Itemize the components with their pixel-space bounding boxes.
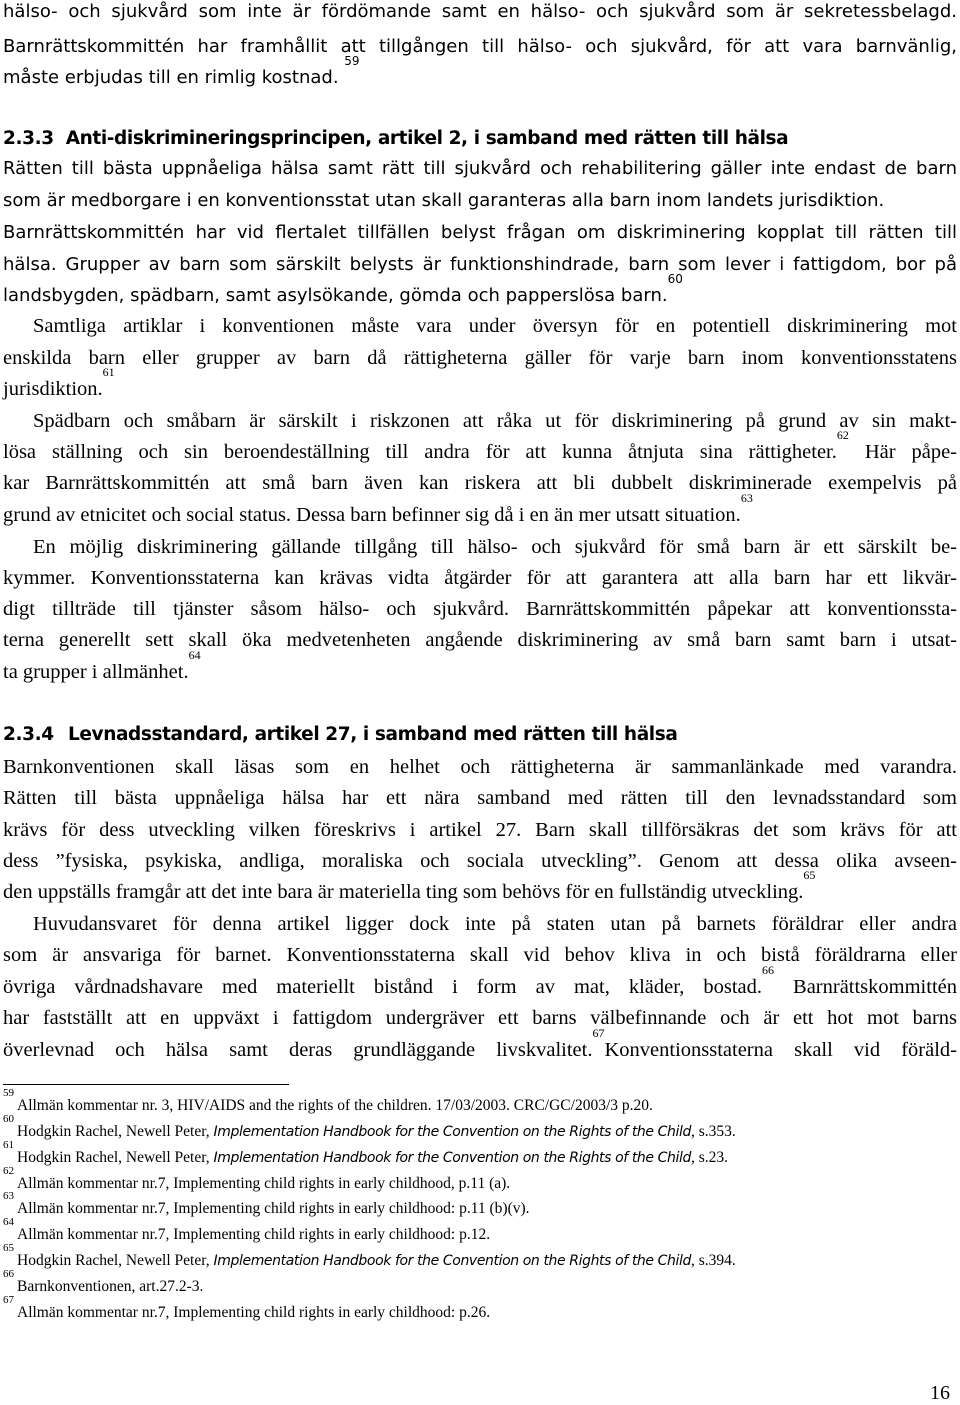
body-line: Barnkonventionen skall läsas som en helhet och rättigheterna är sammanlänkade med varandra.	[3, 756, 957, 778]
body-line: som är ansvariga för barnet. Konventionsstaterna skall vid behov kliva in och bistå föräldrarna eller	[3, 944, 957, 966]
footnote	[3, 1268, 957, 1296]
footnote-title: Implementation Handbook for the Convention on the Rights of the Child	[213, 1124, 691, 1140]
footnote-ref: 59	[344, 54, 360, 68]
body-line: enskilda barn eller grupper av barn då rättigheterna gäller för varje barn inom konventionsstatens	[3, 347, 957, 369]
footnote-text: , s.23.	[690, 1149, 729, 1166]
footnote	[3, 1087, 957, 1115]
body-line: En möjlig diskriminering gällande tillgång till hälso- och sjukvård för små barn är ett särskilt be-	[33, 536, 957, 558]
body-line	[3, 1026, 957, 1062]
footnote-text: Hodgkin Rachel, Newell Peter,	[17, 1123, 214, 1140]
body-text: Barnrättskommittén	[793, 976, 957, 998]
footnote-ref: 60	[667, 272, 683, 286]
body-line: Rätten till bästa uppnåeliga hälsa samt rätt till sjukvård och rehabilitering gäller inte endast de barn	[3, 158, 957, 179]
footnote-number: 64	[3, 1216, 14, 1228]
body-text: landsbygden, spädbarn, samt asylsökande, gömda och papperslösa barn.	[3, 285, 668, 306]
body-line: Huvudansvaret för denna artikel ligger dock inte på staten utan på barnets föräldrar eller andra	[33, 913, 957, 935]
body-line	[3, 365, 957, 401]
footnote-ref: 66	[762, 963, 774, 977]
body-text: den uppställs framgår att det inte bara är materiella ting som behövs för en fullständig utveckling.	[3, 881, 804, 903]
body-text: övriga vårdnadshavare med materiellt bistånd i form av mat, kläder, bostad.	[3, 976, 762, 998]
body-line: dess ”fysiska, psykiska, andliga, moraliska och sociala utveckling”. Genom att dessa olika avseen-	[3, 850, 957, 872]
footnote-text: Allmän kommentar nr.7, Implementing child rights in early childhood: p.11 (b)(v).	[17, 1200, 530, 1217]
footnote-number: 65	[3, 1242, 14, 1254]
body-line	[3, 272, 957, 306]
body-line	[3, 491, 957, 527]
body-line	[3, 428, 957, 464]
section-number: 2.3.3	[3, 128, 54, 149]
body-line	[3, 648, 957, 684]
body-text: måste erbjudas till en rimlig kostnad.	[3, 67, 339, 88]
page-number: 16	[930, 1382, 950, 1404]
body-line: Spädbarn och småbarn är särskilt i riskzonen att råka ut för diskriminering på grund av sin makt-	[33, 410, 957, 432]
body-text: ta grupper i allmänhet.	[3, 661, 189, 683]
body-line	[3, 54, 957, 88]
footnote-text: Allmän kommentar nr.7, Implementing child rights in early childhood: p.12.	[17, 1226, 491, 1243]
body-line: terna generellt sett skall öka medvetenheten angående diskriminering av små barn samt barn i utsat-	[3, 629, 957, 651]
section-title: Levnadsstandard, artikel 27, i samband med rätten till hälsa	[68, 724, 678, 745]
body-line: hälso- och sjukvård som inte är fördömande samt en hälso- och sjukvård som är sekretessbelagd.	[3, 1, 957, 22]
footnote-ref: 61	[102, 365, 115, 379]
footnote	[3, 1190, 957, 1218]
footnote	[3, 1242, 957, 1270]
body-line: som är medborgare i en konventionsstat utan skall garanteras alla barn inom landets jurisdiktion.	[3, 190, 885, 211]
body-text: grund av etnicitet och social status. Dessa barn befinner sig då i en än mer utsatt situation.	[3, 504, 741, 526]
body-text: jurisdiktion.	[3, 378, 103, 400]
footnote-number: 62	[3, 1165, 14, 1177]
footnote-text: Barnkonventionen, art.27.2-3.	[17, 1278, 204, 1295]
footnote-text: Allmän kommentar nr.7, Implementing child rights in early childhood: p.26.	[17, 1304, 491, 1321]
body-line	[3, 868, 957, 904]
body-text: lösa ställning och sin beroendeställning till andra för att kunna åtnjuta sina rättigheter.	[3, 441, 837, 463]
footnote-number: 59	[3, 1087, 14, 1099]
section-heading	[3, 724, 957, 745]
footnote-title: Implementation Handbook for the Convention on the Rights of the Child	[213, 1150, 691, 1166]
body-text: Konventionsstaterna skall vid föräld-	[604, 1039, 957, 1061]
footnote-ref: 63	[740, 491, 753, 505]
body-line: kymmer. Konventionsstaterna kan krävas vidta åtgärder för att garantera att alla barn har ett likvär-	[3, 567, 957, 589]
body-line: Samtliga artiklar i konventionen måste vara under översyn för en potentiell diskriminering mot	[33, 315, 957, 337]
footnote	[3, 1113, 957, 1141]
body-line: hälsa. Grupper av barn som särskilt belysts är funktionshindrade, barn som lever i fattigdom, bor på	[3, 254, 957, 275]
body-line: kar Barnrättskommittén att små barn även kan riskera att bli dubbelt diskriminerade exempelvis på	[3, 472, 957, 494]
footnote-text: Allmän kommentar nr.7, Implementing child rights in early childhood, p.11 (a).	[17, 1175, 511, 1192]
footnote-ref: 62	[836, 428, 849, 442]
footnote	[3, 1216, 957, 1244]
body-line: Rätten till bästa uppnåeliga hälsa har ett nära samband med rätten till den levnadsstandard som	[3, 787, 957, 809]
footnote-number: 63	[3, 1190, 14, 1202]
footnote-text: , s.353.	[690, 1123, 736, 1140]
section-heading	[3, 128, 957, 149]
body-line	[3, 963, 957, 999]
footnote	[3, 1294, 957, 1322]
footnote-ref: 67	[592, 1026, 605, 1040]
footnote-ref: 64	[188, 648, 201, 662]
footnote-ref: 65	[803, 868, 816, 882]
body-line: Barnrättskommittén har vid flertalet tillfällen belyst frågan om diskriminering kopplat till rätten till	[3, 222, 957, 243]
body-line: har fastställt att en uppväxt i fattigdom undergräver ett barns välbefinnande och är ett hot mot barns	[3, 1007, 957, 1029]
body-text: Här påpe-	[864, 441, 957, 463]
footnote-number: 60	[3, 1113, 14, 1125]
footnote	[3, 1165, 957, 1193]
section-title: Anti-diskrimineringsprincipen, artikel 2, i samband med rätten till hälsa	[65, 128, 789, 149]
section-number: 2.3.4	[3, 724, 54, 745]
body-line: digt tillträde till tjänster såsom hälso- och sjukvård. Barnrättskommittén påpekar att konventionssta-	[3, 598, 957, 620]
footnote-title: Implementation Handbook for the Convention on the Rights of the Child	[213, 1253, 691, 1269]
footnote-text: Allmän kommentar nr. 3, HIV/AIDS and the rights of the children. 17/03/2003. CRC/GC/2003/3 p.20.	[17, 1097, 653, 1114]
body-text: överlevnad och hälsa samt deras grundläggande livskvalitet.	[3, 1039, 593, 1061]
footnote-number: 61	[3, 1139, 14, 1151]
body-line: Barnrättskommittén har framhållit att tillgången till hälso- och sjukvård, för att vara barnvänlig,	[3, 36, 957, 57]
footnote-number: 66	[3, 1268, 14, 1280]
footnote-text: Hodgkin Rachel, Newell Peter,	[17, 1149, 214, 1166]
footnote	[3, 1139, 957, 1167]
footnote-number: 67	[3, 1294, 14, 1306]
footnote-text: Hodgkin Rachel, Newell Peter,	[17, 1252, 214, 1269]
footnote-text: , s.394.	[690, 1252, 736, 1269]
body-line: krävs för dess utveckling vilken föreskrivs i artikel 27. Barn skall tillförsäkras det som krävs för att	[3, 819, 957, 841]
footnote-separator	[3, 1084, 289, 1085]
